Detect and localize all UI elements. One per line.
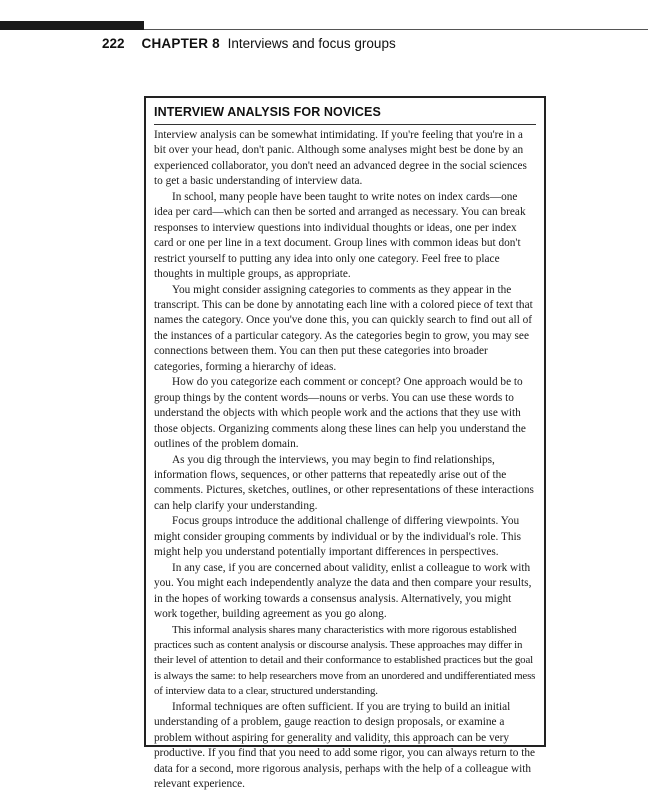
page-number: 222: [102, 36, 125, 51]
sidebar-paragraph-4: How do you categorize each comment or concept? One approach would be to group things by the content words—nouns or verbs. You can use these words to understand the objects with which people work and the actions that they use with those objects. Organizing comments along these lines can help you understand the outlines of the problem domain.: [154, 376, 526, 451]
sidebar-paragraph-3: You might consider assigning categories to comments as they appear in the transcript. This can be done by annotating each line with a colored piece of text that names the category. Once you've done this, you can quickly search to find out all of the instances of a particular category. As the categories begin to grow, you may see connections between them. You can then put these categories into broader categories, forming a hierarchy of ideas.: [154, 283, 533, 373]
sidebar-paragraph-7: In any case, if you are concerned about validity, enlist a colleague to work with you. You might each independently analyze the data and then compare your results, in the hopes of working towards a consensus analysis. Alternatively, you might work together, building agreement as you go along.: [154, 561, 532, 621]
sidebar-title: INTERVIEW ANALYSIS FOR NOVICES: [154, 105, 381, 119]
running-head: [102, 36, 396, 51]
chapter-title: Interviews and focus groups: [227, 36, 396, 51]
sidebar-box: [144, 96, 546, 791]
sidebar-paragraph-9: Informal techniques are often sufficient. If you are trying to build an initial understanding of a problem, gauge reaction to design proposals, or examine a problem without aspiring for generality and validity, this approach can be very productive. If you find that you need to add some rigor, you can always return to the data for a second, more rigorous analysis, perhaps with the help of a colleague with relevant experience.: [154, 700, 536, 791]
chapter-label: CHAPTER 8: [141, 36, 220, 51]
sidebar-paragraph-6: Focus groups introduce the additional challenge of differing viewpoints. You might consider grouping comments by individual or by the individual's role. This might help you understand potentially important differences in perspectives.: [154, 515, 522, 559]
header-rule-thick: [0, 21, 144, 30]
sidebar-paragraph-1: Interview analysis can be somewhat intimidating. If you're feeling that you're in a bit over your head, don't panic. Although some analyses might best be done by an experienced collaborator, you don't need an advanced degree in the social sciences to get a basic understanding of interview data.: [154, 129, 527, 188]
sidebar-title-rule: [154, 124, 536, 125]
header-rule-thin: [144, 29, 648, 30]
sidebar-paragraph-5: As you dig through the interviews, you may begin to find relationships, information flows, sequences, or other patterns that repeatedly arise out of the comments. Pictures, sketches, outlines, or other representations of these interactions can help clarify your understanding.: [154, 453, 534, 512]
sidebar-paragraph-8: This informal analysis shares many characteristics with more rigorous established practices such as content analysis or discourse analysis. These approaches may differ in their level of attention to detail and their conformance to established practices but the goal is always the same: to help researchers move from an unordered and undifferentiated mess of interview data to a clear, structured understanding.: [154, 623, 536, 698]
sidebar-paragraph-2: In school, many people have been taught to write notes on index cards—one idea per card—which can then be sorted and arranged as necessary. You can break responses to interview questions into individual thoughts or ideas, one per index card or one per line in a text document. Group lines with common ideas but don't restrict yourself to putting any idea into only one category. Feel free to place thoughts in multiple groups, as appropriate.: [154, 190, 526, 281]
